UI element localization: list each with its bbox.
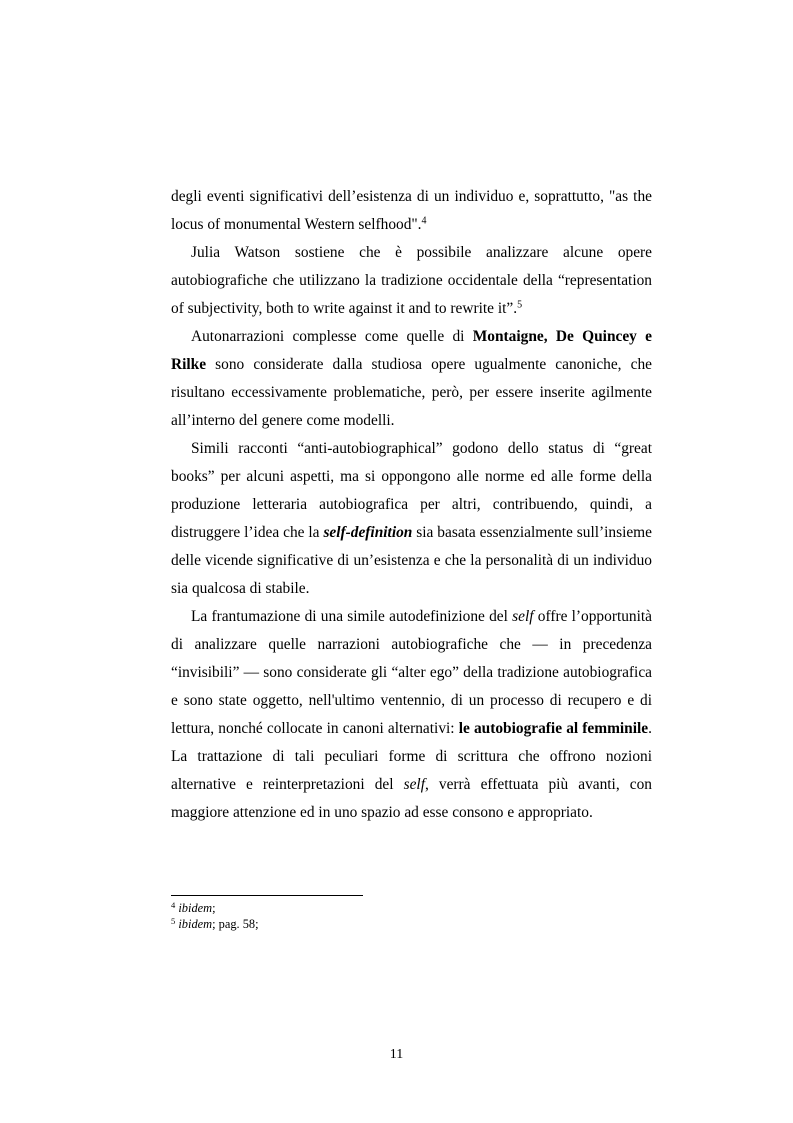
paragraph-4: [171, 435, 652, 603]
paragraph-3: [171, 323, 652, 435]
paragraph-text: sono considerate dalla studiosa opere ugualmente canoniche, che risultano eccessivamente problematiche, però, per essere inserite agilmente all’interno del genere come modelli.: [171, 356, 652, 429]
footnote-number: 4: [171, 899, 176, 910]
footnote-ref-5: 5: [517, 299, 523, 311]
paragraph-5: [171, 603, 652, 827]
page-number: 11: [389, 1047, 404, 1062]
bold-authors: Montaigne, De Quincey e Rilke: [171, 328, 652, 373]
footnote-5: [171, 916, 652, 932]
footnote-text: ;: [212, 901, 216, 915]
footnotes: [171, 900, 652, 932]
footnote-text: ; pag. 58;: [212, 917, 259, 931]
footnote-ref-text: ibidem: [178, 901, 213, 915]
paragraph-text: Julia Watson sostiene che è possibile analizzare alcune opere autobiografiche che utilizzano la tradizione occidentale della “representation of subjectivity, both to write against it and to rewrite it”.: [171, 244, 652, 317]
paragraph-text: . La trattazione di tali peculiari forme di scrittura che offrono nozioni alternative e reinterpretazioni del: [171, 720, 652, 793]
paragraph-1: [171, 183, 652, 239]
bold-phrase: le autobiografie al femminile: [458, 720, 649, 737]
footnote-4: [171, 900, 652, 916]
italic-term: self: [403, 776, 425, 793]
paragraph-text: offre l’opportunità di analizzare quelle narrazioni autobiografiche che — in precedenza “invisibili” — sono considerate gli “alter ego” della tradizione autobiografica e sono state oggetto, nell'ultimo ventennio, di un processo di recupero e di lettura, nonché collocate in canoni alternativi:: [171, 608, 652, 737]
footnote-ref-text: ibidem: [178, 917, 213, 931]
footnote-number: 5: [171, 915, 176, 926]
italic-term: self: [512, 608, 534, 625]
paragraph-text: , verrà effettuata più avanti, con maggiore attenzione ed in uno spazio ad esse consono e appropriato.: [171, 776, 652, 821]
body-text: [171, 183, 652, 827]
bold-italic-term: self-definition: [323, 524, 413, 541]
paragraph-text: Autonarrazioni complesse come quelle di: [191, 328, 473, 345]
paragraph-text: Simili racconti “anti-autobiographical” godono dello status di “great books” per alcuni aspetti, ma si oppongono alle norme ed alle forme della produzione letteraria autobiografica per altri, contribuendo, quindi, a distruggere l’idea che la: [171, 440, 652, 541]
paragraph-text: degli eventi significativi dell’esistenza di un individuo e, soprattutto, "as the locus of monumental Western selfhood".: [171, 188, 652, 233]
paragraph-text: La frantumazione di una simile autodefinizione del: [191, 608, 513, 625]
paragraph-2: [171, 239, 652, 323]
paragraph-text: sia basata essenzialmente sull’insieme delle vicende significative di un’esistenza e che la personalità di un individuo sia qualcosa di stabile.: [171, 524, 652, 597]
footnote-separator: [171, 895, 363, 896]
footnote-ref-4: 4: [421, 215, 427, 227]
